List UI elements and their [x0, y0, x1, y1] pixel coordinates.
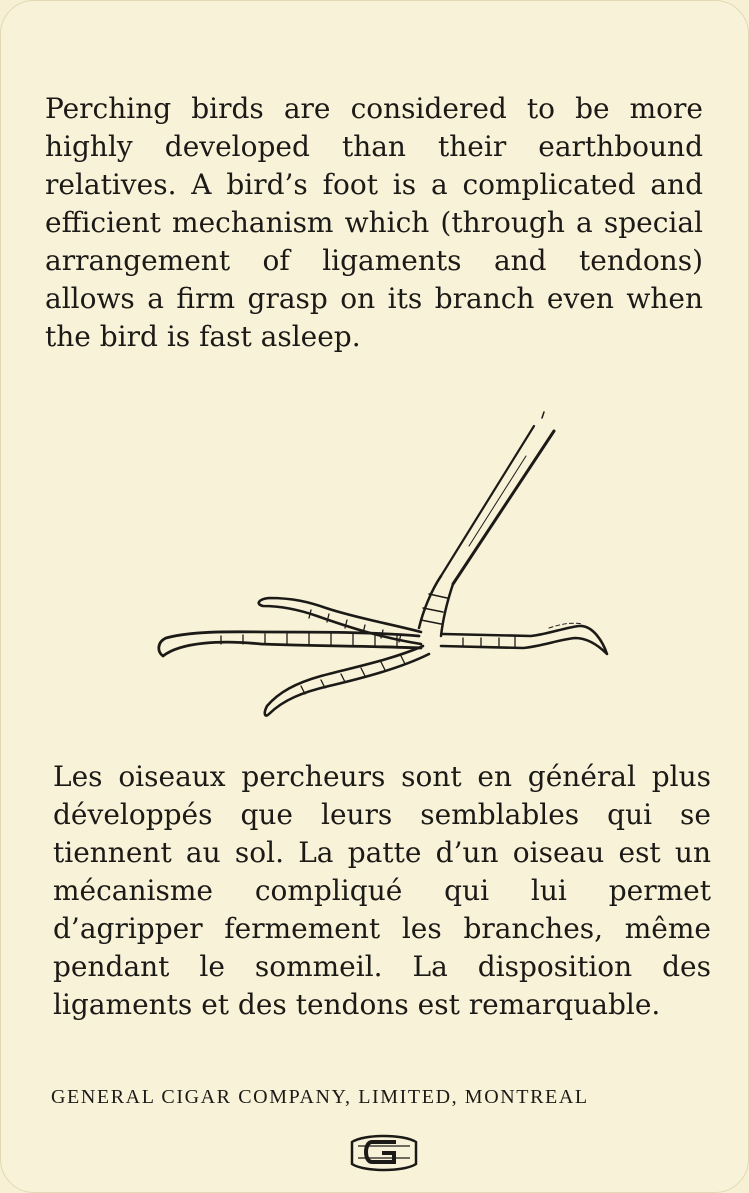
general-cigar-logo-icon: [344, 1128, 424, 1176]
english-description: Perching birds are considered to be more highly developed than their earthbound relatives. A bird’s foot is a complicated and efficient mechanism which (through a special arrangement of ligaments and tendons) allows a firm grasp on its branch even when the bird is fast asleep.: [45, 92, 703, 353]
company-footer: GENERAL CIGAR COMPANY, LIMITED, MONTREAL: [51, 1086, 589, 1108]
french-description: Les oiseaux percheurs sont en général plus développés que leurs semblables qui se tiennent au sol. La patte d’un oiseau est un mécanisme compliqué qui lui permet d’agripper fermement les branches, même pendant le sommeil. La disposition des ligaments et des tendons est remarquable.: [53, 760, 711, 1021]
bird-foot-illustration: [151, 406, 621, 726]
